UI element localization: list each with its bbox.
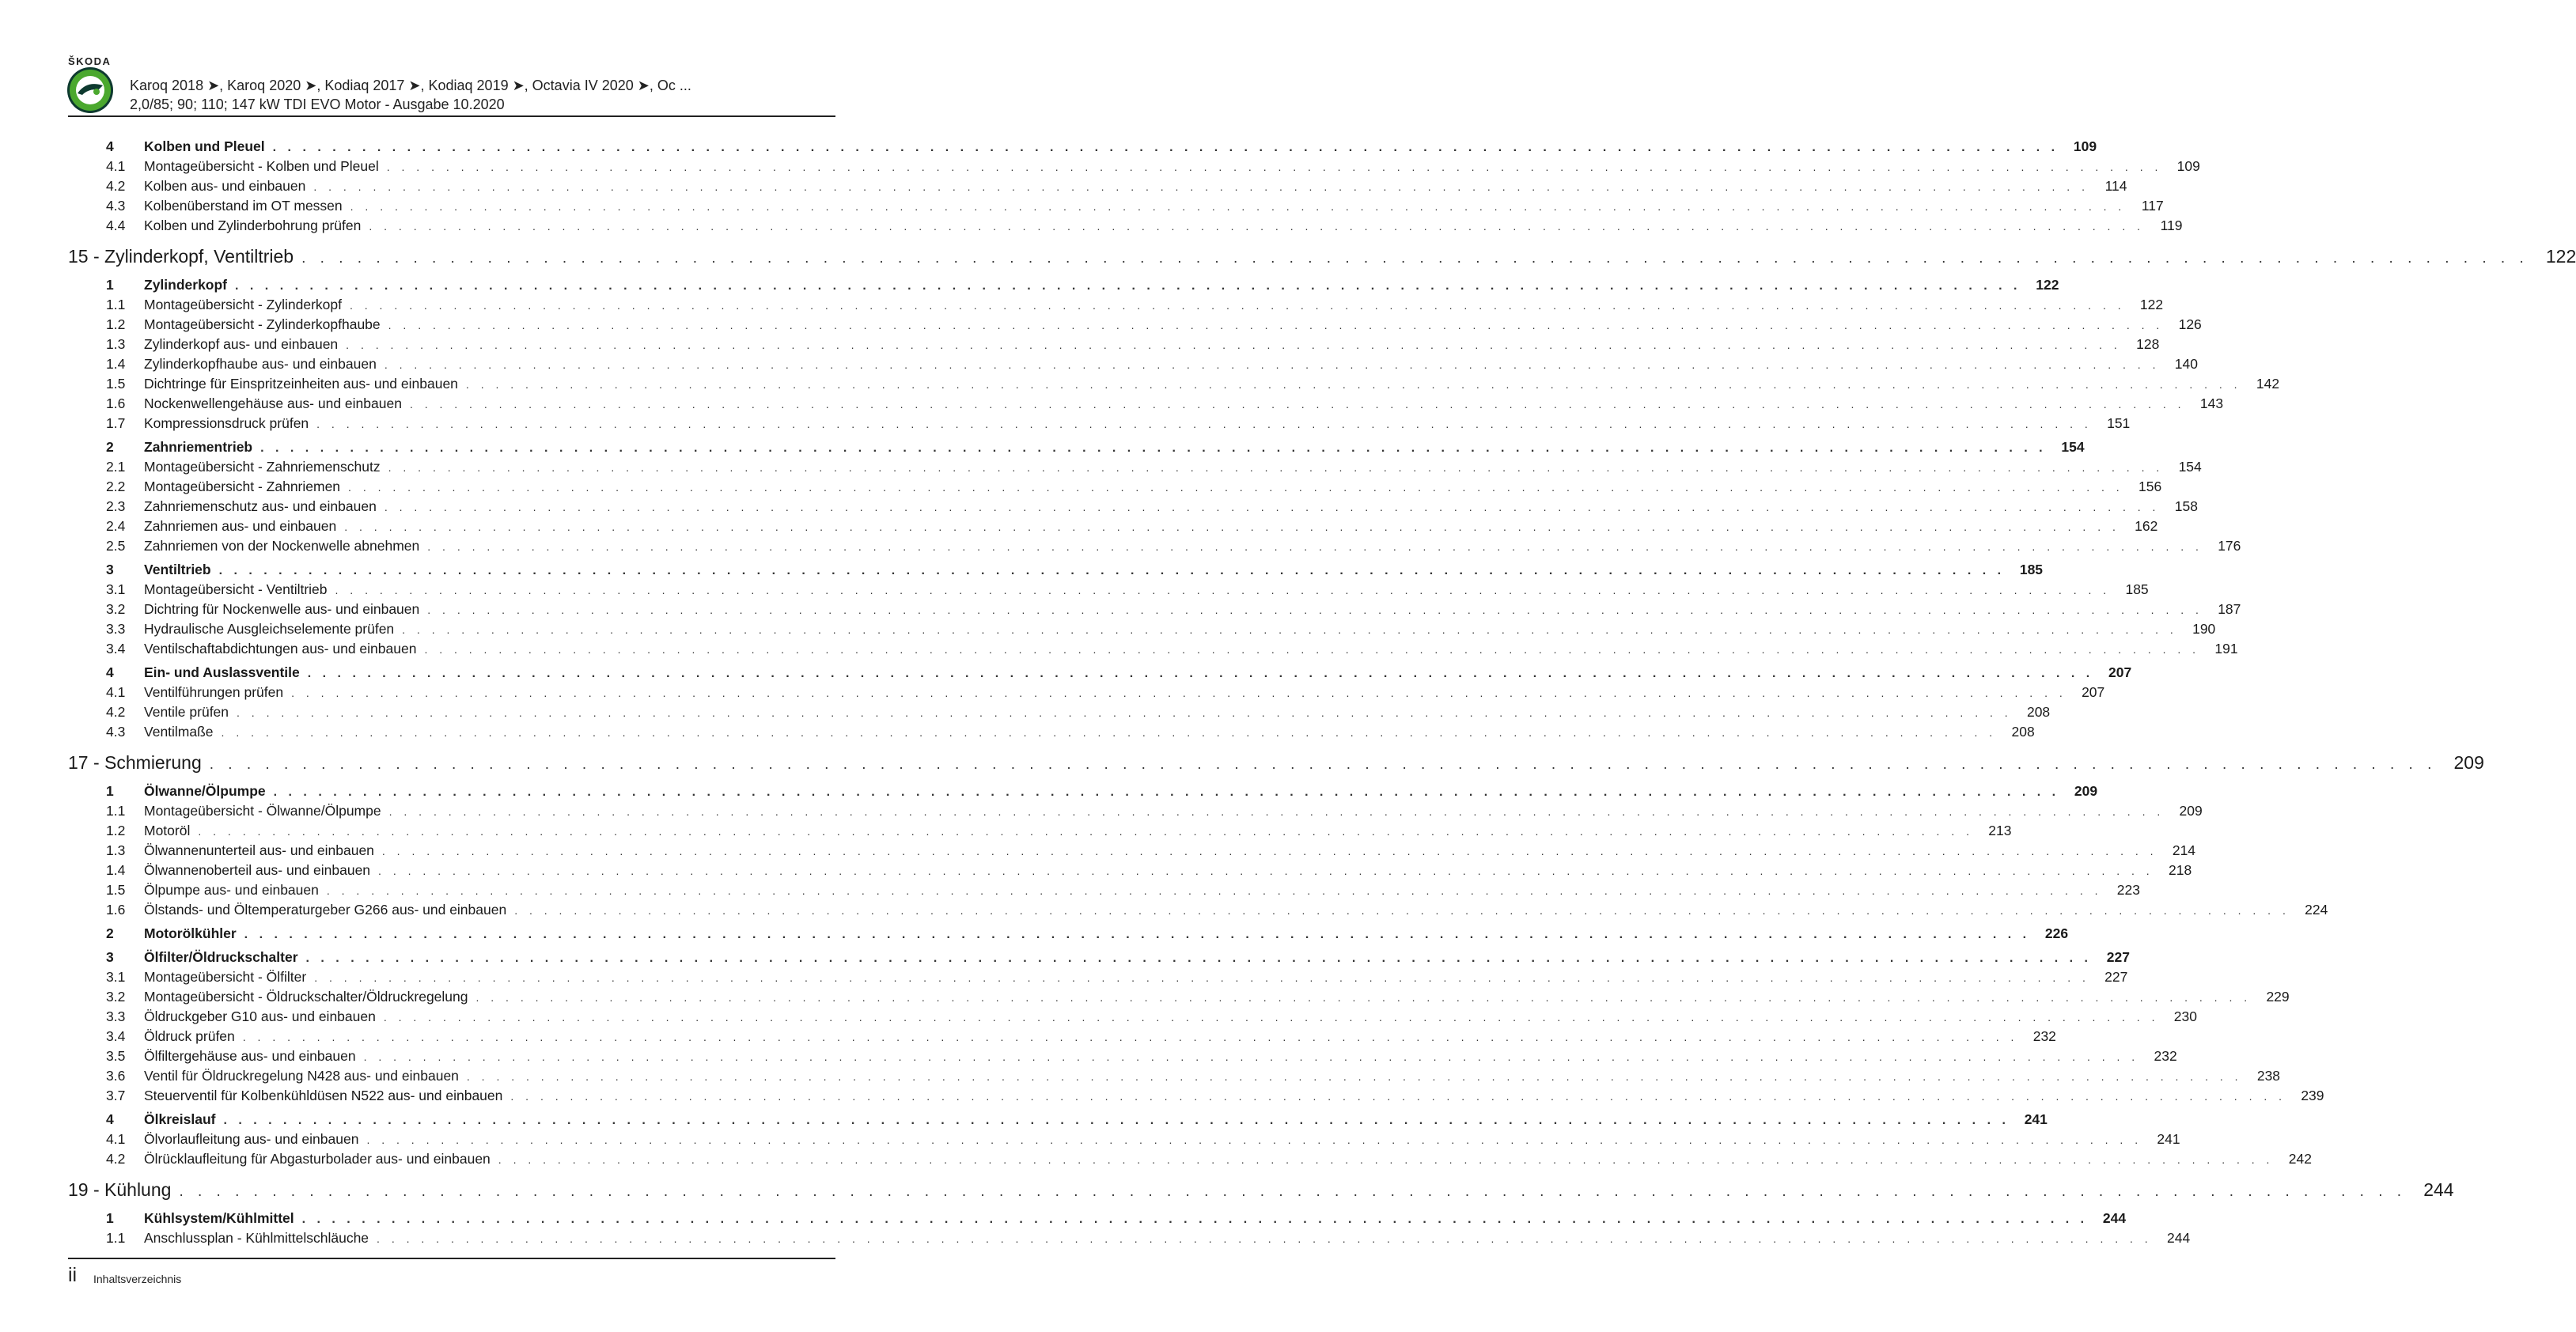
toc-number: 1.6 bbox=[106, 902, 126, 918]
toc-subsection[interactable] bbox=[68, 356, 2198, 376]
toc-page-number: 158 bbox=[2174, 498, 2198, 514]
toc-title: Ölwannenunterteil aus- und einbauen bbox=[144, 842, 374, 858]
toc-leader-dots: . . . . . . . . . . . . . . . . . . . . . . . . . . . . . . . . . . . . . . . . . . . . . . . . . . . . . . . . . . . . . . . . . . . . . . . . . . . . . . . . . . . . . . . . . . . . . . . . . . . . . . . . . . . . . . . . . . . . . . . . bbox=[223, 1114, 2010, 1127]
toc-page-number: 109 bbox=[2176, 158, 2200, 174]
toc-title: Steuerventil für Kolbenkühldüsen N522 aus- und einbauen bbox=[144, 1088, 503, 1103]
toc-title: Ventilmaße bbox=[144, 724, 214, 740]
toc-page-number: 185 bbox=[2019, 562, 2044, 577]
toc-title: Zahnriemen aus- und einbauen bbox=[144, 518, 337, 534]
toc-title: Montageübersicht - Öldruckschalter/Öldruckregelung bbox=[144, 989, 468, 1005]
toc-page-number: 119 bbox=[2160, 218, 2183, 233]
toc-leader-dots: . . . . . . . . . . . . . . . . . . . . . . . . . . . . . . . . . . . . . . . . . . . . . . . . . . . . . . . . . . . . . . . . . . . . . . . . . . . . . . . . . . . . . . . . . . . . . . . . . . . . . . . . . . . . . . . . . . . . . . . . bbox=[218, 564, 2006, 577]
toc-chapter[interactable] bbox=[68, 752, 2484, 779]
footer-divider bbox=[68, 1258, 835, 1259]
toc-title: Anschlussplan - Kühlmittelschläuche bbox=[144, 1230, 369, 1246]
toc-page-number: 114 bbox=[2104, 178, 2127, 194]
toc-leader-dots: . . . . . . . . . . . . . . . . . . . . . . . . . . . . . . . . . . . . . . . . . . . . . . . . . . . . . . . . . . . . . . . . . . . . . . . . . . . . . . . . . . . . . . . . . . . . . . . . . . . . . . . . . . . . . . . . . . . . . . . . bbox=[326, 884, 2102, 897]
toc-title: Montageübersicht - Zahnriemen bbox=[144, 479, 341, 494]
toc-chapter[interactable] bbox=[68, 1179, 2454, 1206]
toc-page-number: 209 bbox=[2074, 783, 2098, 799]
toc-subsection[interactable] bbox=[68, 621, 2216, 641]
toc-subsection[interactable] bbox=[68, 1068, 2281, 1088]
toc-title: Dichtringe für Einspritzeinheiten aus- und einbauen bbox=[144, 376, 458, 392]
toc-title: Ölfilter/Öldruckschalter bbox=[144, 949, 298, 965]
toc-number: 1 bbox=[106, 277, 114, 293]
toc-number: 1 bbox=[106, 1210, 114, 1226]
toc-subsection[interactable] bbox=[68, 376, 2280, 395]
toc-number: 1.1 bbox=[106, 803, 126, 819]
toc-number: 1.2 bbox=[106, 316, 126, 332]
toc-title: Ölstands- und Öltemperaturgeber G266 aus- und einbauen bbox=[144, 902, 507, 918]
toc-number: 4 bbox=[106, 1111, 114, 1127]
toc-number: 4.2 bbox=[106, 704, 126, 720]
toc-subsection[interactable] bbox=[68, 724, 2035, 744]
toc-page-number: 126 bbox=[2178, 316, 2202, 332]
toc-leader-dots: . . . . . . . . . . . . . . . . . . . . . . . . . . . . . . . . . . . . . . . . . . . . . . . . . . . . . . . . . . . . . . . . . . . . . . . . . . . . . . . . . . . . . . . . . . . . . . . . . . . . . . . . . . . . . . . . . . . . . . . . bbox=[305, 952, 2092, 965]
toc-number: 4.3 bbox=[106, 198, 126, 214]
toc-leader-dots: . . . . . . . . . . . . . . . . . . . . . . . . . . . . . . . . . . . . . . . . . . . . . . . . . . . . . . . . . . . . . . . . . . . . . . . . . . . . . . . . . . . . . . . . . . . . . . . . . . . . . . . . . . . . . . . . . . . . . . . . bbox=[244, 928, 2031, 941]
toc-subsection[interactable] bbox=[68, 882, 2140, 902]
toc-page-number: 162 bbox=[2135, 518, 2158, 534]
toc-subsection[interactable] bbox=[68, 395, 2224, 415]
toc-number: 4.2 bbox=[106, 1151, 126, 1167]
toc-number: 4 bbox=[106, 138, 114, 154]
toc-section[interactable] bbox=[68, 664, 2132, 684]
toc-subsection[interactable] bbox=[68, 218, 2183, 237]
toc-number: 3.1 bbox=[106, 969, 126, 985]
toc-page-number: 232 bbox=[2154, 1048, 2177, 1064]
toc-page-number: 154 bbox=[2178, 459, 2202, 475]
toc-number: 1.5 bbox=[106, 882, 126, 898]
toc-subsection[interactable] bbox=[68, 316, 2202, 336]
toc-title: 17 - Schmierung bbox=[68, 752, 202, 773]
toc-subsection[interactable] bbox=[68, 581, 2149, 601]
toc-title: Ein- und Auslassventile bbox=[144, 664, 300, 680]
toc-subsection[interactable] bbox=[68, 1048, 2177, 1068]
toc-leader-dots: . . . . . . . . . . . . . . . . . . . . . . . . . . . . . . . . . . . . . . . . . . . . . . . . . . . . . . . . . . . . . . . . . . . . . . . . . . . . . . . . . . . . . . . . . . . . . . . . . . . . . . . . . . . . . . . . . . . . . . . . bbox=[388, 461, 2164, 474]
toc-page-number: 241 bbox=[2157, 1131, 2180, 1147]
toc-subsection[interactable] bbox=[68, 902, 2328, 921]
toc-title: Öldruck prüfen bbox=[144, 1028, 235, 1044]
toc-title: Ölfiltergehäuse aus- und einbauen bbox=[144, 1048, 356, 1064]
toc-page-number: 143 bbox=[2199, 395, 2224, 411]
toc-subsection[interactable] bbox=[68, 538, 2241, 558]
toc-page-number: 238 bbox=[2256, 1068, 2281, 1084]
toc-subsection[interactable] bbox=[68, 989, 2290, 1008]
toc-number: 3.1 bbox=[106, 581, 126, 597]
toc-page-number: 242 bbox=[2288, 1151, 2312, 1167]
toc-leader-dots: . . . . . . . . . . . . . . . . . . . . . . . . . . . . . . . . . . . . . . . . . . . . . . . . . . . . . . . . . . . . . . . . . . . . . . . . . . . . . . . . . . . . . . . . . . . . . . . . . . . . . . . . . . . . . . . . . . . . . . . . bbox=[350, 200, 2126, 213]
toc-title: Kolben und Pleuel bbox=[144, 138, 265, 154]
toc-title: Zahnriementrieb bbox=[144, 439, 253, 455]
toc-leader-dots: . . . . . . . . . . . . . . . . . . . . . . . . . . . . . . . . . . . . . . . . . . . . . . . . . . . . . . . . . . . . . . . . . . . . . . . . . . . . . . . . . . . . . . . . . . . . . . . . . . . . . . . . . . . . . . . . . . . . . . . . bbox=[242, 1031, 2018, 1043]
toc-subsection[interactable] bbox=[68, 518, 2158, 538]
toc-page-number: 244 bbox=[2423, 1179, 2454, 1200]
toc-number: 3.2 bbox=[106, 601, 126, 617]
toc-title: Montageübersicht - Zylinderkopfhaube bbox=[144, 316, 381, 332]
toc-page-number: 122 bbox=[2139, 297, 2164, 312]
toc-leader-dots: . . . . . . . . . . . . . . . . . . . . . . . . . . . . . . . . . . . . . . . . . . . . . . . . . . . . . . . . . . . . . . . . . . . . . . . . . . . . . . . . . . . . . . . . . . . . . . . . . . . . . . . . . . . . . . . . . . . . . . . . bbox=[369, 220, 2145, 233]
toc-title: Ventile prüfen bbox=[144, 704, 229, 720]
toc-title: Ventilführungen prüfen bbox=[144, 684, 284, 700]
toc-title: Dichtring für Nockenwelle aus- und einbauen bbox=[144, 601, 420, 617]
toc-number: 3 bbox=[106, 562, 114, 577]
toc-page-number: 185 bbox=[2125, 581, 2149, 597]
toc-number: 4.1 bbox=[106, 158, 126, 174]
toc-leader-dots: . . . . . . . . . . . . . . . . . . . . . . . . . . . . . . . . . . . . . . . . . . . . . . . . . . . . . . . . . . . . . . . . . . . . . . . . . . . . . . . . . . . . . . . . . . . . . . . . . . . . . . . . . . . . . . . . . . . . . . . . bbox=[388, 805, 2165, 818]
toc-number: 1.1 bbox=[106, 297, 126, 312]
toc-title: Zylinderkopf aus- und einbauen bbox=[144, 336, 339, 352]
toc-page-number: 213 bbox=[1988, 823, 2012, 838]
toc-subsection[interactable] bbox=[68, 641, 2238, 660]
toc-page-number: 117 bbox=[2141, 198, 2164, 214]
toc-section[interactable] bbox=[68, 1111, 2048, 1131]
toc-number: 3.6 bbox=[106, 1068, 126, 1084]
toc-subsection[interactable] bbox=[68, 1008, 2197, 1028]
skoda-logo-icon bbox=[66, 66, 114, 114]
header-divider bbox=[68, 115, 835, 117]
toc-section[interactable] bbox=[68, 949, 2130, 969]
toc-title: Kolben und Zylinderbohrung prüfen bbox=[144, 218, 362, 233]
toc-leader-dots: . . . . . . . . . . . . . . . . . . . . . . . . . . . . . . . . . . . . . . . . . . . . . . . . . . . . . . . . . . . . . . . . . . . . . . . . . . . . . . . . . . . . . . . . . . . . . . . . . . . . . . . . . . . . . . . . . . . . . . . . bbox=[221, 726, 1997, 739]
toc-title: Ölvorlaufleitung aus- und einbauen bbox=[144, 1131, 359, 1147]
toc-subsection[interactable] bbox=[68, 336, 2160, 356]
toc-number: 3.3 bbox=[106, 1008, 126, 1024]
toc-title: Zahnriemenschutz aus- und einbauen bbox=[144, 498, 377, 514]
toc-leader-dots: . . . . . . . . . . . . . . . . . . . . . . . . . . . . . . . . . . . . . . . . . . . . . . . . . . . . . . . . . . . . . . . . . . . . . . . . . . . . . . . . . . . . . . . . . . . . . . . . . . . . . . . . . . . . . . . . . . . . . . . . bbox=[402, 623, 2178, 636]
toc-subsection[interactable] bbox=[68, 479, 2162, 498]
toc-title: Kühlsystem/Kühlmittel bbox=[144, 1210, 294, 1226]
toc-page-number: 142 bbox=[2256, 376, 2280, 392]
toc-subsection[interactable] bbox=[68, 803, 2203, 823]
toc-title: Motoröl bbox=[144, 823, 191, 838]
toc-page-number: 232 bbox=[2032, 1028, 2056, 1044]
toc-title: 19 - Kühlung bbox=[68, 1179, 172, 1200]
header-engine-edition: 2,0/85; 90; 110; 147 kW TDI EVO Motor - Ausgabe 10.2020 bbox=[130, 96, 505, 112]
toc-subsection[interactable] bbox=[68, 601, 2241, 621]
header-vehicle-models: Karoq 2018 ➤, Karoq 2020 ➤, Kodiaq 2017 ➤, Kodiaq 2019 ➤, Octavia IV 2020 ➤, Oc ... bbox=[130, 78, 691, 93]
toc-number: 4.1 bbox=[106, 1131, 126, 1147]
toc-page-number: 241 bbox=[2024, 1111, 2048, 1127]
toc-title: Motorölkühler bbox=[144, 925, 237, 941]
toc-number: 2.4 bbox=[106, 518, 126, 534]
toc-page-number: 224 bbox=[2305, 902, 2328, 918]
toc-section[interactable] bbox=[68, 562, 2044, 581]
toc-leader-dots: . . . . . . . . . . . . . . . . . . . . . . . . . . . . . . . . . . . . . . . . . . . . . . . . . . . . . . . . . . . . . . . . . . . . . . . . . . . . . . . . . . . . . . . . . . . . . . . . . . . . . . . . . . . . . . . . . . . . . . . . bbox=[366, 1133, 2142, 1146]
toc-leader-dots: . . . . . . . . . . . . . . . . . . . . . . . . . . . . . . . . . . . . . . . . . . . . . . . . . . . . . . . . . . . . . . . . . . . . . . . . . . . . . . . . . . . . . . . . . . . . . . . . . . . . . . . . . . . . . . . . . . . . . . . . bbox=[314, 971, 2090, 984]
toc-page-number: 244 bbox=[2102, 1210, 2127, 1226]
toc-page-number: 176 bbox=[2218, 538, 2241, 554]
toc-subsection[interactable] bbox=[68, 684, 2105, 704]
toc-page-number: 151 bbox=[2107, 415, 2131, 431]
toc-leader-dots: . . . . . . . . . . . . . . . . . . . . . . . . . . . . . . . . . . . . . . . . . . . . . . . . . . . . . . . . . . . . . . . . . . . . . . . . . . . . . . . . . . . . . . . . . . . . . . . . . . . . . . . . . . . . . . . . . . . . . . . . bbox=[384, 358, 2160, 371]
toc-title: Kolben aus- und einbauen bbox=[144, 178, 306, 194]
toc-title: Montageübersicht - Zahnriemenschutz bbox=[144, 459, 381, 475]
toc-title: Ölwannenoberteil aus- und einbauen bbox=[144, 862, 371, 878]
toc-subsection[interactable] bbox=[68, 459, 2202, 479]
toc-subsection[interactable] bbox=[68, 1131, 2180, 1151]
toc-page-number: 156 bbox=[2138, 479, 2162, 494]
toc-page-number: 218 bbox=[2168, 862, 2192, 878]
toc-section[interactable] bbox=[68, 138, 2097, 158]
brand-wordmark: ŠKODA bbox=[68, 55, 112, 67]
toc-page-number: 226 bbox=[2044, 925, 2069, 941]
toc-subsection[interactable] bbox=[68, 158, 2200, 178]
toc-subsection[interactable] bbox=[68, 1151, 2312, 1171]
toc-leader-dots: . . . . . . . . . . . . . . . . . . . . . . . . . . . . . . . . . . . . . . . . . . . . . . . . . . . . . . . . . . . . . . . . . . . . . . . . . . . . . . . . . . . . . . . . . . . . . . . . . . . . . . . . . . . . . . . . . . . . . . . . bbox=[316, 418, 2093, 430]
toc-number: 4.4 bbox=[106, 218, 126, 233]
toc-leader-dots: . . . . . . . . . . . . . . . . . . . . . . . . . . . . . . . . . . . . . . . . . . . . . . . . . . . . . . . . . . . . . . . . . . . . . . . . . . . . . . . . . . . . . . . . . . . . . . . . . . . . . . . . . . . . . . . . . . . . . . . . bbox=[307, 667, 2094, 680]
toc-number: 2.1 bbox=[106, 459, 126, 475]
toc-title: Ölpumpe aus- und einbauen bbox=[144, 882, 319, 898]
toc-page-number: 227 bbox=[2104, 969, 2128, 985]
toc-leader-dots: . . . . . . . . . . . . . . . . . . . . . . . . . . . . . . . . . . . . . . . . . . . . . . . . . . . . . . . . . . . . . . . . . . . . . . . . . . . . . . . . . . . . . . . . . . . . . . . . . . . . . . . . . . . . . . . . . . . . . . . . bbox=[301, 250, 2529, 267]
toc-page-number: 109 bbox=[2073, 138, 2097, 154]
toc-leader-dots: . . . . . . . . . . . . . . . . . . . . . . . . . . . . . . . . . . . . . . . . . . . . . . . . . . . . . . . . . . . . . . . . . . . . . . . . . . . . . . . . . . . . . . . . . . . . . . . . . . . . . . . . . . . . . . . . . . . . . . . . bbox=[386, 161, 2162, 173]
toc-subsection[interactable] bbox=[68, 862, 2192, 882]
toc-subsection[interactable] bbox=[68, 178, 2127, 198]
toc-leader-dots: . . . . . . . . . . . . . . . . . . . . . . . . . . . . . . . . . . . . . . . . . . . . . . . . . . . . . . . . . . . . . . . . . . . . . . . . . . . . . . . . . . . . . . . . . . . . . . . . . . . . . . . . . . . . . . . . . . . . . . . . bbox=[381, 845, 2158, 857]
toc-leader-dots: . . . . . . . . . . . . . . . . . . . . . . . . . . . . . . . . . . . . . . . . . . . . . . . . . . . . . . . . . . . . . . . . . . . . . . . . . . . . . . . . . . . . . . . . . . . . . . . . . . . . . . . . . . . . . . . . . . . . . . . . bbox=[383, 1011, 2159, 1024]
toc-number: 2.3 bbox=[106, 498, 126, 514]
toc-number: 3.5 bbox=[106, 1048, 126, 1064]
toc-number: 1.3 bbox=[106, 842, 126, 858]
toc-title: Hydraulische Ausgleichselemente prüfen bbox=[144, 621, 395, 637]
toc-number: 1.5 bbox=[106, 376, 126, 392]
toc-leader-dots: . . . . . . . . . . . . . . . . . . . . . . . . . . . . . . . . . . . . . . . . . . . . . . . . . . . . . . . . . . . . . . . . . . . . . . . . . . . . . . . . . . . . . . . . . . . . . . . . . . . . . . . . . . . . . . . . . . . . . . . . bbox=[349, 299, 2126, 312]
toc-leader-dots: . . . . . . . . . . . . . . . . . . . . . . . . . . . . . . . . . . . . . . . . . . . . . . . . . . . . . . . . . . . . . . . . . . . . . . . . . . . . . . . . . . . . . . . . . . . . . . . . . . . . . . . . . . . . . . . . . . . . . . . . bbox=[424, 643, 2200, 656]
toc-leader-dots: . . . . . . . . . . . . . . . . . . . . . . . . . . . . . . . . . . . . . . . . . . . . . . . . . . . . . . . . . . . . . . . . . . . . . . . . . . . . . . . . . . . . . . . . . . . . . . . . . . . . . . . . . . . . . . . . . . . . . . . . bbox=[514, 904, 2290, 917]
toc-page-number: 227 bbox=[2106, 949, 2130, 965]
toc-number: 2.2 bbox=[106, 479, 126, 494]
toc-number: 3 bbox=[106, 949, 114, 965]
toc-page-number: 154 bbox=[2061, 439, 2085, 455]
toc-leader-dots: . . . . . . . . . . . . . . . . . . . . . . . . . . . . . . . . . . . . . . . . . . . . . . . . . . . . . . . . . . . . . . . . . . . . . . . . . . . . . . . . . . . . . . . . . . . . . . . . . . . . . . . . . . . . . . . . . . . . . . . . bbox=[466, 1070, 2243, 1083]
toc-title: Kolbenüberstand im OT messen bbox=[144, 198, 343, 214]
toc-leader-dots: . . . . . . . . . . . . . . . . . . . . . . . . . . . . . . . . . . . . . . . . . . . . . . . . . . . . . . . . . . . . . . . . . . . . . . . . . . . . . . . . . . . . . . . . . . . . . . . . . . . . . . . . . . . . . . . . . . . . . . . . bbox=[510, 1090, 2286, 1103]
toc-subsection[interactable] bbox=[68, 498, 2198, 518]
toc-number: 3.4 bbox=[106, 1028, 126, 1044]
toc-leader-dots: . . . . . . . . . . . . . . . . . . . . . . . . . . . . . . . . . . . . . . . . . . . . . . . . . . . . . . . . . . . . . . . . . . . . . . . . . . . . . . . . . . . . . . . . . . . . . . . . . . . . . . . . . . . . . . . . . . . . . . . . bbox=[291, 687, 2067, 699]
toc-number: 1 bbox=[106, 783, 114, 799]
toc-leader-dots: . . . . . . . . . . . . . . . . . . . . . . . . . . . . . . . . . . . . . . . . . . . . . . . . . . . . . . . . . . . . . . . . . . . . . . . . . . . . . . . . . . . . . . . . . . . . . . . . . . . . . . . . . . . . . . . . . . . . . . . . bbox=[384, 501, 2160, 513]
toc-page-number: 122 bbox=[2545, 246, 2576, 267]
toc-leader-dots: . . . . . . . . . . . . . . . . . . . . . . . . . . . . . . . . . . . . . . . . . . . . . . . . . . . . . . . . . . . . . . . . . . . . . . . . . . . . . . . . . . . . . . . . . . . . . . . . . . . . . . . . . . . . . . . . . . . . . . . . bbox=[348, 481, 2124, 494]
toc-leader-dots: . . . . . . . . . . . . . . . . . . . . . . . . . . . . . . . . . . . . . . . . . . . . . . . . . . . . . . . . . . . . . . . . . . . . . . . . . . . . . . . . . . . . . . . . . . . . . . . . . . . . . . . . . . . . . . . . . . . . . . . . bbox=[179, 1183, 2407, 1200]
toc-page-number: 128 bbox=[2136, 336, 2160, 352]
toc-page-number: 239 bbox=[2301, 1088, 2324, 1103]
toc-number: 2.5 bbox=[106, 538, 126, 554]
toc-number: 3.7 bbox=[106, 1088, 126, 1103]
toc-leader-dots: . . . . . . . . . . . . . . . . . . . . . . . . . . . . . . . . . . . . . . . . . . . . . . . . . . . . . . . . . . . . . . . . . . . . . . . . . . . . . . . . . . . . . . . . . . . . . . . . . . . . . . . . . . . . . . . . . . . . . . . . bbox=[301, 1213, 2089, 1226]
toc-title: Nockenwellengehäuse aus- und einbauen bbox=[144, 395, 402, 411]
toc-page-number: 207 bbox=[2108, 664, 2132, 680]
toc-page-number: 187 bbox=[2218, 601, 2241, 617]
toc-leader-dots: . . . . . . . . . . . . . . . . . . . . . . . . . . . . . . . . . . . . . . . . . . . . . . . . . . . . . . . . . . . . . . . . . . . . . . . . . . . . . . . . . . . . . . . . . . . . . . . . . . . . . . . . . . . . . . . . . . . . . . . . bbox=[427, 540, 2203, 553]
toc-leader-dots: . . . . . . . . . . . . . . . . . . . . . . . . . . . . . . . . . . . . . . . . . . . . . . . . . . . . . . . . . . . . . . . . . . . . . . . . . . . . . . . . . . . . . . . . . . . . . . . . . . . . . . . . . . . . . . . . . . . . . . . . bbox=[260, 441, 2047, 455]
toc-title: Montageübersicht - Zylinderkopf bbox=[144, 297, 342, 312]
footer-page-number: ii bbox=[68, 1264, 78, 1286]
toc-title: Ventiltrieb bbox=[144, 562, 211, 577]
toc-leader-dots: . . . . . . . . . . . . . . . . . . . . . . . . . . . . . . . . . . . . . . . . . . . . . . . . . . . . . . . . . . . . . . . . . . . . . . . . . . . . . . . . . . . . . . . . . . . . . . . . . . . . . . . . . . . . . . . . . . . . . . . . bbox=[272, 141, 2059, 154]
toc-number: 4.1 bbox=[106, 684, 126, 700]
toc-title: Ölrücklaufleitung für Abgasturbolader aus- und einbauen bbox=[144, 1151, 491, 1167]
toc-section[interactable] bbox=[68, 277, 2059, 297]
toc-page-number: 209 bbox=[2453, 752, 2484, 773]
toc-subsection[interactable] bbox=[68, 1028, 2056, 1048]
toc-title: Montageübersicht - Ventiltrieb bbox=[144, 581, 328, 597]
toc-number: 4 bbox=[106, 664, 114, 680]
toc-leader-dots: . . . . . . . . . . . . . . . . . . . . . . . . . . . . . . . . . . . . . . . . . . . . . . . . . . . . . . . . . . . . . . . . . . . . . . . . . . . . . . . . . . . . . . . . . . . . . . . . . . . . . . . . . . . . . . . . . . . . . . . . bbox=[475, 991, 2252, 1004]
toc-title: Kompressionsdruck prüfen bbox=[144, 415, 309, 431]
toc-page-number: 191 bbox=[2214, 641, 2238, 657]
toc-leader-dots: . . . . . . . . . . . . . . . . . . . . . . . . . . . . . . . . . . . . . . . . . . . . . . . . . . . . . . . . . . . . . . . . . . . . . . . . . . . . . . . . . . . . . . . . . . . . . . . . . . . . . . . . . . . . . . . . . . . . . . . . bbox=[273, 785, 2060, 799]
toc-chapter[interactable] bbox=[68, 246, 2576, 273]
toc-number: 4.3 bbox=[106, 724, 126, 740]
toc-subsection[interactable] bbox=[68, 1088, 2324, 1107]
toc-page-number: 208 bbox=[2011, 724, 2035, 740]
toc-number: 2 bbox=[106, 925, 114, 941]
toc-subsection[interactable] bbox=[68, 1230, 2191, 1250]
toc-title: Ventilschaftabdichtungen aus- und einbauen bbox=[144, 641, 417, 657]
toc-title: Montageübersicht - Ölfilter bbox=[144, 969, 307, 985]
toc-page-number: 230 bbox=[2173, 1008, 2197, 1024]
toc-page-number: 207 bbox=[2082, 684, 2105, 700]
toc-leader-dots: . . . . . . . . . . . . . . . . . . . . . . . . . . . . . . . . . . . . . . . . . . . . . . . . . . . . . . . . . . . . . . . . . . . . . . . . . . . . . . . . . . . . . . . . . . . . . . . . . . . . . . . . . . . . . . . . . . . . . . . . bbox=[388, 319, 2164, 331]
toc-title: Zahnriemen von der Nockenwelle abnehmen bbox=[144, 538, 420, 554]
toc-page-number: 209 bbox=[2179, 803, 2203, 819]
toc-number: 1.3 bbox=[106, 336, 126, 352]
toc-title: Zylinderkopfhaube aus- und einbauen bbox=[144, 356, 377, 372]
table-of-contents bbox=[68, 134, 2576, 1250]
toc-number: 1.1 bbox=[106, 1230, 126, 1246]
toc-page-number: 214 bbox=[2172, 842, 2196, 858]
toc-leader-dots: . . . . . . . . . . . . . . . . . . . . . . . . . . . . . . . . . . . . . . . . . . . . . . . . . . . . . . . . . . . . . . . . . . . . . . . . . . . . . . . . . . . . . . . . . . . . . . . . . . . . . . . . . . . . . . . . . . . . . . . . bbox=[209, 756, 2437, 773]
toc-leader-dots: . . . . . . . . . . . . . . . . . . . . . . . . . . . . . . . . . . . . . . . . . . . . . . . . . . . . . . . . . . . . . . . . . . . . . . . . . . . . . . . . . . . . . . . . . . . . . . . . . . . . . . . . . . . . . . . . . . . . . . . . bbox=[377, 1232, 2153, 1245]
toc-number: 1.4 bbox=[106, 356, 126, 372]
toc-section[interactable] bbox=[68, 1210, 2127, 1230]
toc-number: 4.2 bbox=[106, 178, 126, 194]
toc-leader-dots: . . . . . . . . . . . . . . . . . . . . . . . . . . . . . . . . . . . . . . . . . . . . . . . . . . . . . . . . . . . . . . . . . . . . . . . . . . . . . . . . . . . . . . . . . . . . . . . . . . . . . . . . . . . . . . . . . . . . . . . . bbox=[335, 584, 2111, 596]
toc-leader-dots: . . . . . . . . . . . . . . . . . . . . . . . . . . . . . . . . . . . . . . . . . . . . . . . . . . . . . . . . . . . . . . . . . . . . . . . . . . . . . . . . . . . . . . . . . . . . . . . . . . . . . . . . . . . . . . . . . . . . . . . . bbox=[344, 520, 2120, 533]
toc-page-number: 208 bbox=[2026, 704, 2051, 720]
toc-title: Zylinderkopf bbox=[144, 277, 228, 293]
toc-page-number: 190 bbox=[2192, 621, 2216, 637]
toc-subsection[interactable] bbox=[68, 297, 2164, 316]
toc-section[interactable] bbox=[68, 925, 2069, 945]
toc-subsection[interactable] bbox=[68, 704, 2051, 724]
toc-leader-dots: . . . . . . . . . . . . . . . . . . . . . . . . . . . . . . . . . . . . . . . . . . . . . . . . . . . . . . . . . . . . . . . . . . . . . . . . . . . . . . . . . . . . . . . . . . . . . . . . . . . . . . . . . . . . . . . . . . . . . . . . bbox=[198, 825, 1974, 838]
toc-page-number: 229 bbox=[2266, 989, 2290, 1005]
toc-number: 1.4 bbox=[106, 862, 126, 878]
toc-page-number: 223 bbox=[2116, 882, 2140, 898]
footer-label: Inhaltsverzeichnis bbox=[93, 1273, 182, 1285]
toc-number: 3.4 bbox=[106, 641, 126, 657]
toc-leader-dots: . . . . . . . . . . . . . . . . . . . . . . . . . . . . . . . . . . . . . . . . . . . . . . . . . . . . . . . . . . . . . . . . . . . . . . . . . . . . . . . . . . . . . . . . . . . . . . . . . . . . . . . . . . . . . . . . . . . . . . . . bbox=[363, 1050, 2139, 1063]
toc-title: Ölwanne/Ölpumpe bbox=[144, 783, 266, 799]
toc-leader-dots: . . . . . . . . . . . . . . . . . . . . . . . . . . . . . . . . . . . . . . . . . . . . . . . . . . . . . . . . . . . . . . . . . . . . . . . . . . . . . . . . . . . . . . . . . . . . . . . . . . . . . . . . . . . . . . . . . . . . . . . . bbox=[465, 378, 2242, 391]
toc-title: Öldruckgeber G10 aus- und einbauen bbox=[144, 1008, 376, 1024]
toc-number: 1.2 bbox=[106, 823, 126, 838]
toc-leader-dots: . . . . . . . . . . . . . . . . . . . . . . . . . . . . . . . . . . . . . . . . . . . . . . . . . . . . . . . . . . . . . . . . . . . . . . . . . . . . . . . . . . . . . . . . . . . . . . . . . . . . . . . . . . . . . . . . . . . . . . . . bbox=[313, 180, 2089, 193]
toc-number: 3.2 bbox=[106, 989, 126, 1005]
toc-section[interactable] bbox=[68, 783, 2098, 803]
toc-number: 1.6 bbox=[106, 395, 126, 411]
toc-number: 3.3 bbox=[106, 621, 126, 637]
toc-leader-dots: . . . . . . . . . . . . . . . . . . . . . . . . . . . . . . . . . . . . . . . . . . . . . . . . . . . . . . . . . . . . . . . . . . . . . . . . . . . . . . . . . . . . . . . . . . . . . . . . . . . . . . . . . . . . . . . . . . . . . . . . bbox=[409, 398, 2186, 411]
toc-subsection[interactable] bbox=[68, 415, 2131, 435]
toc-page-number: 122 bbox=[2036, 277, 2059, 293]
toc-leader-dots: . . . . . . . . . . . . . . . . . . . . . . . . . . . . . . . . . . . . . . . . . . . . . . . . . . . . . . . . . . . . . . . . . . . . . . . . . . . . . . . . . . . . . . . . . . . . . . . . . . . . . . . . . . . . . . . . . . . . . . . . bbox=[237, 706, 2013, 719]
toc-subsection[interactable] bbox=[68, 198, 2164, 218]
toc-leader-dots: . . . . . . . . . . . . . . . . . . . . . . . . . . . . . . . . . . . . . . . . . . . . . . . . . . . . . . . . . . . . . . . . . . . . . . . . . . . . . . . . . . . . . . . . . . . . . . . . . . . . . . . . . . . . . . . . . . . . . . . . bbox=[498, 1153, 2274, 1166]
toc-leader-dots: . . . . . . . . . . . . . . . . . . . . . . . . . . . . . . . . . . . . . . . . . . . . . . . . . . . . . . . . . . . . . . . . . . . . . . . . . . . . . . . . . . . . . . . . . . . . . . . . . . . . . . . . . . . . . . . . . . . . . . . . bbox=[346, 339, 2122, 351]
toc-title: Montageübersicht - Ölwanne/Ölpumpe bbox=[144, 803, 381, 819]
toc-leader-dots: . . . . . . . . . . . . . . . . . . . . . . . . . . . . . . . . . . . . . . . . . . . . . . . . . . . . . . . . . . . . . . . . . . . . . . . . . . . . . . . . . . . . . . . . . . . . . . . . . . . . . . . . . . . . . . . . . . . . . . . . bbox=[235, 279, 2021, 293]
toc-leader-dots: . . . . . . . . . . . . . . . . . . . . . . . . . . . . . . . . . . . . . . . . . . . . . . . . . . . . . . . . . . . . . . . . . . . . . . . . . . . . . . . . . . . . . . . . . . . . . . . . . . . . . . . . . . . . . . . . . . . . . . . . bbox=[378, 865, 2154, 877]
toc-subsection[interactable] bbox=[68, 969, 2128, 989]
toc-page-number: 244 bbox=[2166, 1230, 2191, 1246]
toc-subsection[interactable] bbox=[68, 823, 2012, 842]
toc-title: 15 - Zylinderkopf, Ventiltrieb bbox=[68, 246, 294, 267]
toc-title: Ölkreislauf bbox=[144, 1111, 216, 1127]
toc-number: 2 bbox=[106, 439, 114, 455]
toc-subsection[interactable] bbox=[68, 842, 2196, 862]
toc-section[interactable] bbox=[68, 439, 2085, 459]
toc-number: 1.7 bbox=[106, 415, 126, 431]
toc-page-number: 140 bbox=[2174, 356, 2198, 372]
toc-leader-dots: . . . . . . . . . . . . . . . . . . . . . . . . . . . . . . . . . . . . . . . . . . . . . . . . . . . . . . . . . . . . . . . . . . . . . . . . . . . . . . . . . . . . . . . . . . . . . . . . . . . . . . . . . . . . . . . . . . . . . . . . bbox=[427, 604, 2203, 616]
toc-title: Montageübersicht - Kolben und Pleuel bbox=[144, 158, 379, 174]
toc-title: Ventil für Öldruckregelung N428 aus- und einbauen bbox=[144, 1068, 459, 1084]
